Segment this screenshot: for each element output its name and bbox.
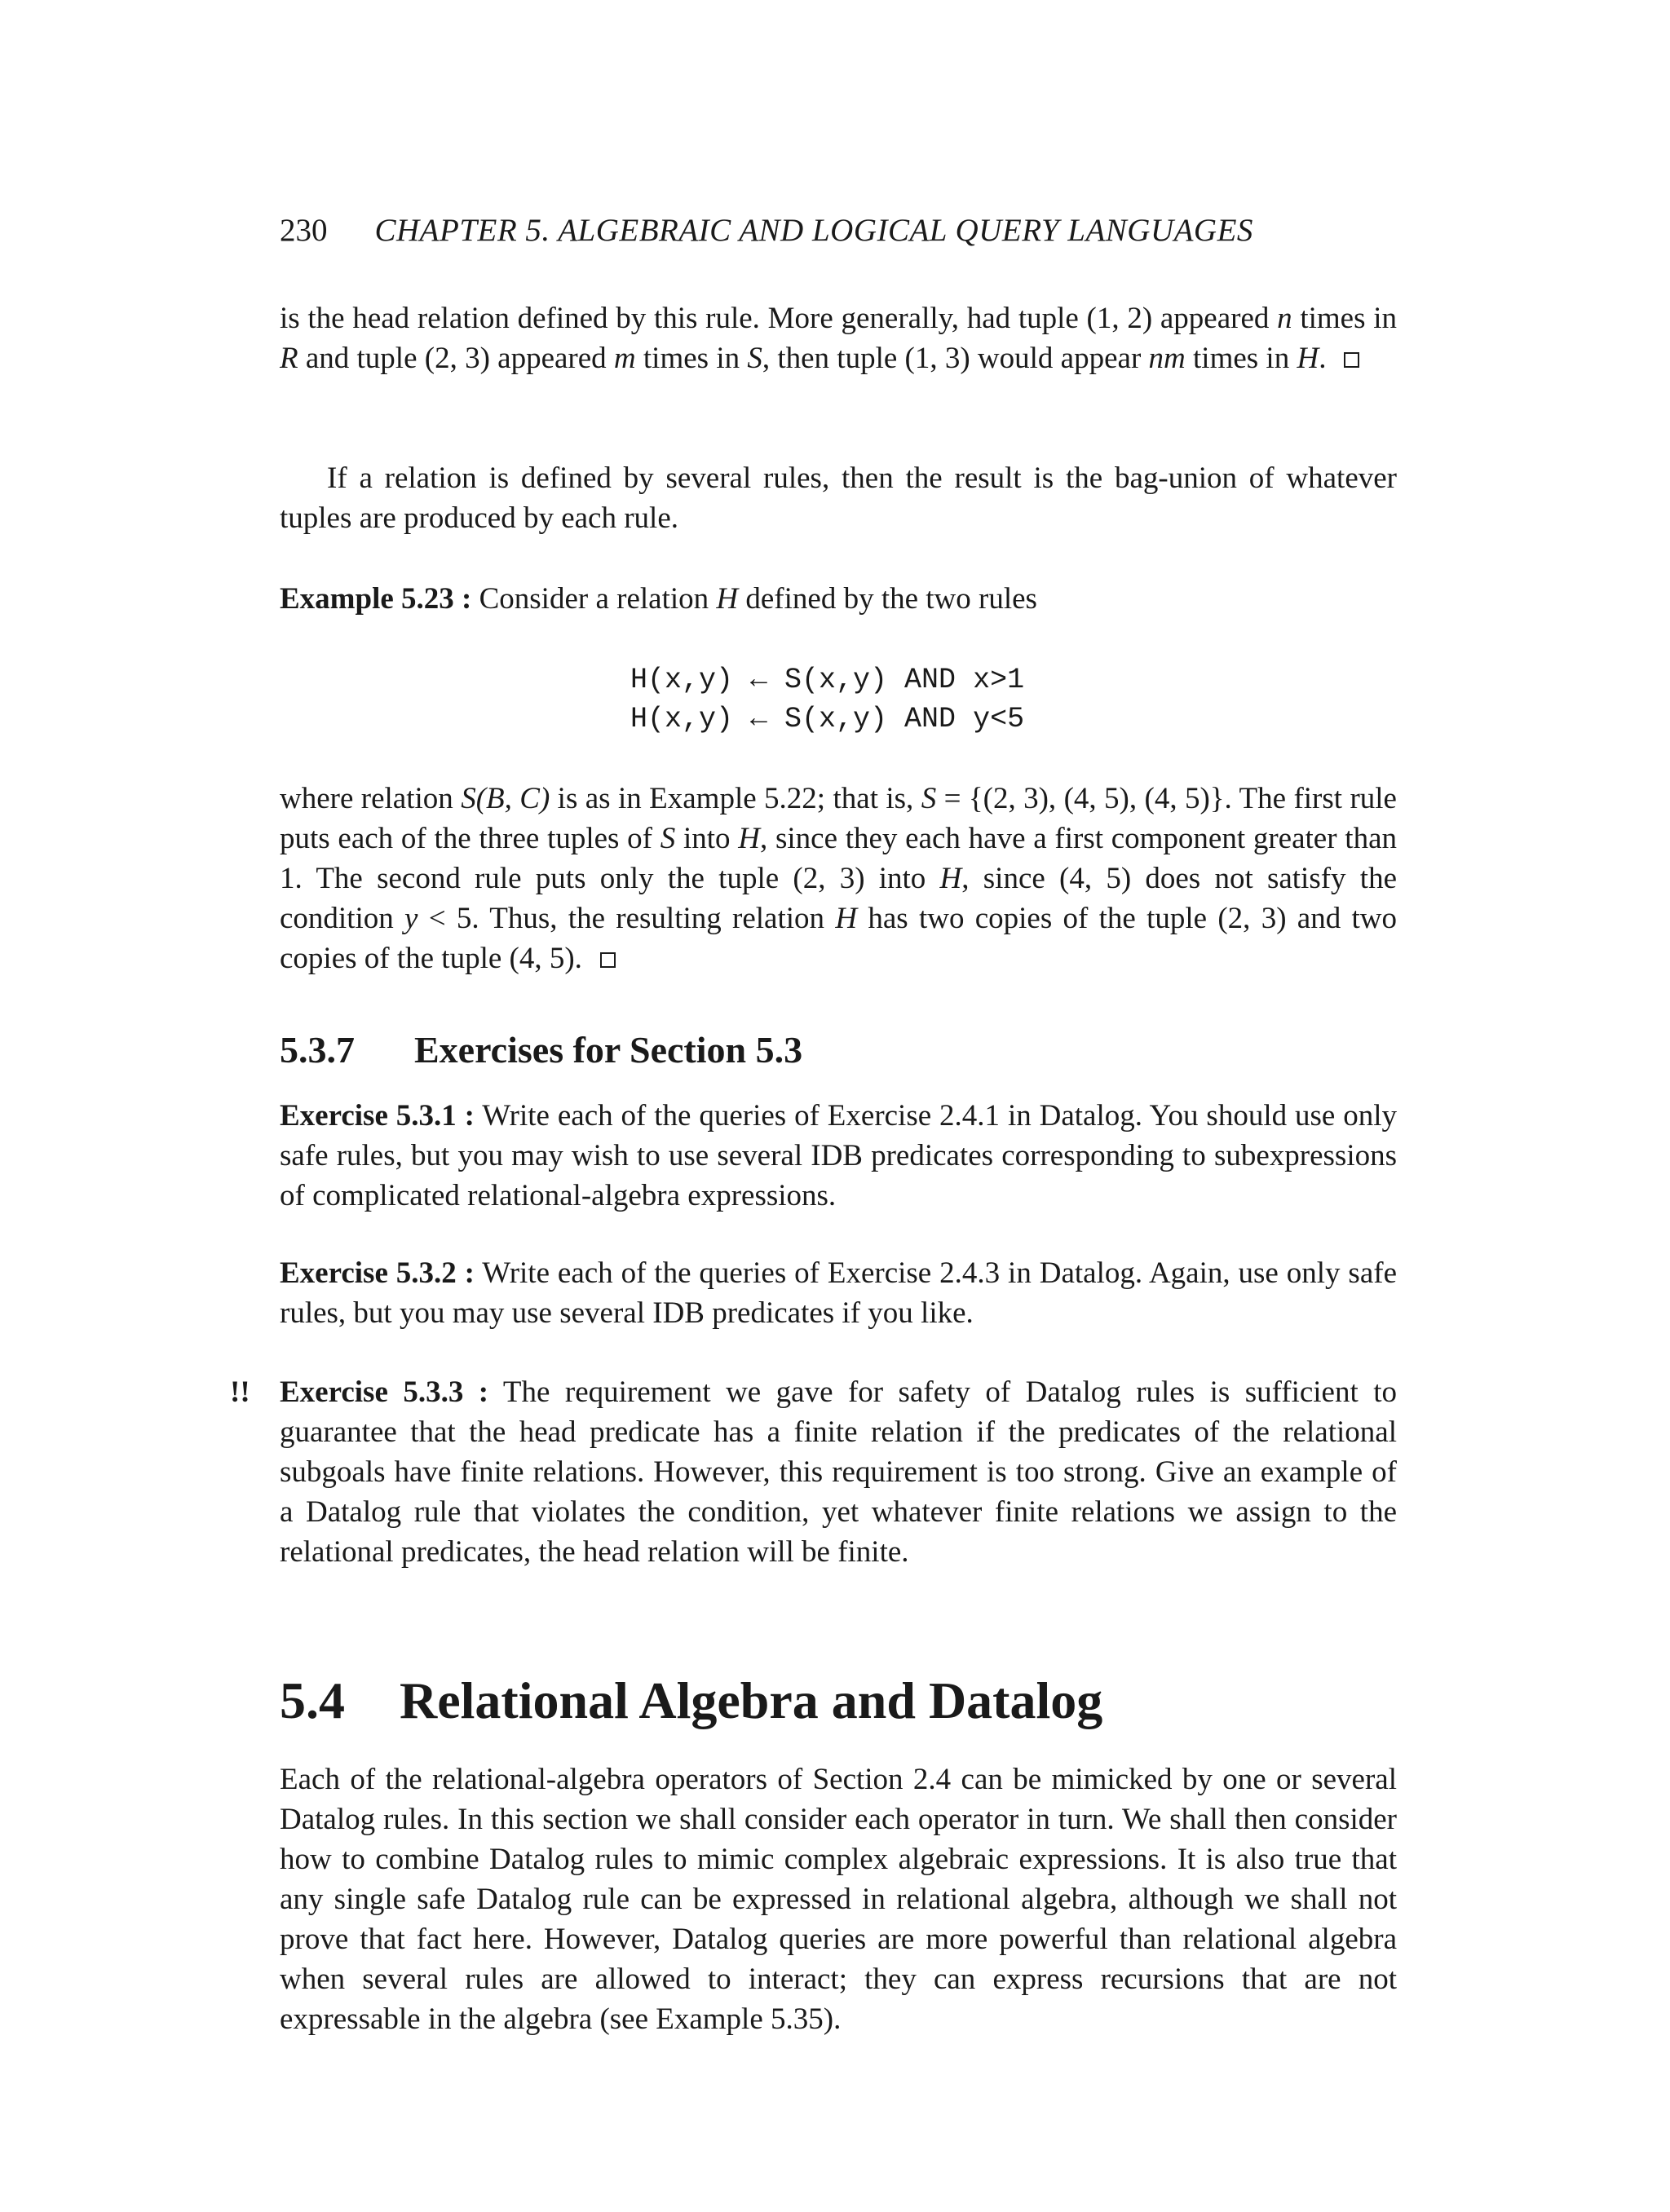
exercise-5-3-3: Exercise 5.3.3 : The requirement we gave for safety of Datalog rules is sufficient to guarantee that the head predicate has a finite relation if the predicates of the relational subgoals have finite relations. However, this requirement is too strong. Give an example of a Datalog rule that violates the condition, yet whatever finite relations we assign to the relational predicates, the head relation will be finite. xyxy=(280,1375,1397,1569)
datalog-rule-1: H(x,y) ← S(x,y) AND x>1 xyxy=(630,664,1025,696)
end-of-proof-box xyxy=(1344,352,1359,368)
example-5-23-intro: Example 5.23 : Consider a relation H defined by the two rules xyxy=(280,582,1037,616)
running-header xyxy=(280,210,1397,251)
paragraph-relational-algebra: Each of the relational-algebra operators of Section 2.4 can be mimicked by one or several Datalog rules. In this section we shall consider each operator in turn. We shall then consider how to combine Datalog rules to mimic complex algebraic expressions. It is also true that any single safe Datalog rule can be expressed in relational algebra, although we shall not prove that fact here. However, Datalog queries are more powerful than relational algebra when several rules are allowed to interact; they can express recursions that are not expressable in the algebra (see Example 5.35). xyxy=(280,1763,1397,2036)
end-of-example-box xyxy=(600,952,616,968)
exercise-label: Exercise 5.3.3 : xyxy=(280,1375,489,1409)
exercise-5-3-2: Exercise 5.3.2 : Write each of the queries of Exercise 2.4.3 in Datalog. Again, use only safe rules, but you may use several IDB predicates if you like. xyxy=(280,1256,1397,1330)
section-title: Exercises for Section 5.3 xyxy=(414,1029,803,1071)
page-number: 230 xyxy=(280,213,328,248)
section-heading-5-3-7 xyxy=(280,1027,802,1073)
exercise-label: Exercise 5.3.1 : xyxy=(280,1099,475,1132)
section-heading-5-4 xyxy=(280,1670,1102,1732)
section-title: Relational Algebra and Datalog xyxy=(400,1671,1103,1729)
example-label: Example 5.23 : xyxy=(280,582,472,616)
section-number: 5.4 xyxy=(280,1671,345,1729)
exercise-label: Exercise 5.3.2 : xyxy=(280,1256,475,1290)
section-number: 5.3.7 xyxy=(280,1029,355,1071)
datalog-rule-2: H(x,y) ← S(x,y) AND y<5 xyxy=(630,703,1025,735)
chapter-title: CHAPTER 5. ALGEBRAIC AND LOGICAL QUERY LANGUAGES xyxy=(374,213,1253,248)
paragraph-head-relation: is the head relation defined by this rule. More generally, had tuple (1, 2) appeared n times in R and tuple (2, 3) appeared m times in S, then tuple (1, 3) would appear nm times in H. xyxy=(280,302,1397,375)
difficulty-marker: !! xyxy=(230,1375,250,1409)
exercise-5-3-1: Exercise 5.3.1 : Write each of the queries of Exercise 2.4.1 in Datalog. You should use only safe rules, but you may wish to use several IDB predicates corresponding to subexpressions of complicated relational-algebra expressions. xyxy=(280,1099,1398,1212)
paragraph-example-explanation: where relation S(B, C) is as in Example 5.22; that is, S = {(2, 3), (4, 5), (4, 5)}. The first rule puts each of the three tuples of S into H, since they each have a first component greater than 1. The second rule puts only the tuple (2, 3) into H, since (4, 5) does not satisfy the condition y < 5. Thus, the resulting relation H has two copies of the tuple (2, 3) and two copies of the tuple (4, 5). xyxy=(280,782,1398,975)
paragraph-bag-union: If a relation is defined by several rules, then the result is the bag-union of whatever tuples are produced by each rule. xyxy=(280,461,1397,535)
